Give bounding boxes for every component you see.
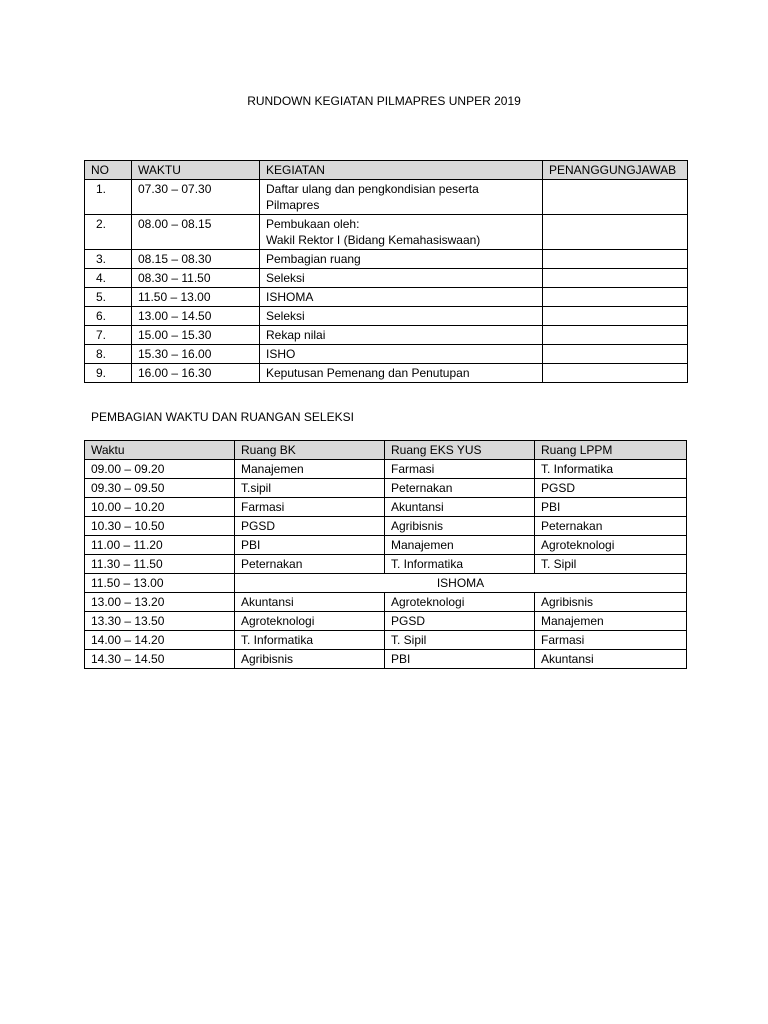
- table-row: [85, 498, 687, 517]
- cell-kegiatan: [260, 215, 543, 250]
- cell-waktu: 08.00 – 08.15: [132, 215, 260, 250]
- cell-kegiatan: [260, 326, 543, 345]
- cell-waktu: 10.30 – 10.50: [85, 517, 235, 536]
- table-row: [85, 631, 687, 650]
- cell-waktu: 13.00 – 13.20: [85, 593, 235, 612]
- cell-ruang-bk: T. Informatika: [235, 631, 385, 650]
- cell-kegiatan: [260, 180, 543, 215]
- cell-waktu: 13.00 – 14.50: [132, 307, 260, 326]
- schedule-table: [84, 440, 687, 669]
- cell-penanggungjawab: [543, 364, 688, 383]
- table-row: [85, 180, 688, 215]
- cell-waktu: 08.30 – 11.50: [132, 269, 260, 288]
- kegiatan-line: Keputusan Pemenang dan Penutupan: [266, 366, 470, 380]
- section-title: PEMBAGIAN WAKTU DAN RUANGAN SELEKSI: [91, 410, 354, 424]
- cell-ruang-eks-yus: PBI: [385, 650, 535, 669]
- cell-penanggungjawab: [543, 269, 688, 288]
- cell-penanggungjawab: [543, 288, 688, 307]
- cell-ruang-lppm: Manajemen: [535, 612, 687, 631]
- cell-ruang-lppm: Akuntansi: [535, 650, 687, 669]
- kegiatan-line: Wakil Rektor I (Bidang Kemahasiswaan): [266, 233, 481, 247]
- table-row: [85, 288, 688, 307]
- header-ruang-lppm: Ruang LPPM: [535, 441, 687, 460]
- cell-penanggungjawab: [543, 326, 688, 345]
- table-row: [85, 555, 687, 574]
- header-waktu: WAKTU: [132, 161, 260, 180]
- kegiatan-line: Pilmapres: [266, 198, 320, 212]
- cell-waktu: 11.00 – 11.20: [85, 536, 235, 555]
- cell-no: 3.: [85, 250, 132, 269]
- cell-ruang-eks-yus: PGSD: [385, 612, 535, 631]
- cell-waktu: 07.30 – 07.30: [132, 180, 260, 215]
- kegiatan-line: Seleksi: [266, 271, 305, 285]
- cell-waktu: 16.00 – 16.30: [132, 364, 260, 383]
- cell-kegiatan: [260, 364, 543, 383]
- schedule-header-row: [85, 441, 687, 460]
- cell-ruang-lppm: T. Sipil: [535, 555, 687, 574]
- cell-kegiatan: [260, 345, 543, 364]
- cell-ruang-eks-yus: Agribisnis: [385, 517, 535, 536]
- kegiatan-line: Pembukaan oleh:: [266, 217, 360, 231]
- table-row: [85, 517, 687, 536]
- cell-ruang-bk: Farmasi: [235, 498, 385, 517]
- header-ruang-bk: Ruang BK: [235, 441, 385, 460]
- cell-break: ISHOMA: [235, 574, 687, 593]
- page-title: RUNDOWN KEGIATAN PILMAPRES UNPER 2019: [247, 94, 521, 108]
- cell-waktu: 08.15 – 08.30: [132, 250, 260, 269]
- cell-ruang-lppm: Agribisnis: [535, 593, 687, 612]
- cell-kegiatan: [260, 288, 543, 307]
- cell-no: 9.: [85, 364, 132, 383]
- cell-ruang-bk: Agribisnis: [235, 650, 385, 669]
- header-penanggungjawab: PENANGGUNGJAWAB: [543, 161, 688, 180]
- cell-waktu: 14.30 – 14.50: [85, 650, 235, 669]
- kegiatan-line: ISHO: [266, 347, 296, 361]
- cell-ruang-lppm: PBI: [535, 498, 687, 517]
- table-row: [85, 326, 688, 345]
- cell-ruang-lppm: Peternakan: [535, 517, 687, 536]
- table-row: [85, 593, 687, 612]
- cell-kegiatan: [260, 269, 543, 288]
- cell-ruang-lppm: PGSD: [535, 479, 687, 498]
- cell-ruang-eks-yus: T. Informatika: [385, 555, 535, 574]
- cell-ruang-bk: PBI: [235, 536, 385, 555]
- table-row: [85, 536, 687, 555]
- cell-no: 7.: [85, 326, 132, 345]
- cell-ruang-bk: Akuntansi: [235, 593, 385, 612]
- cell-waktu: 11.30 – 11.50: [85, 555, 235, 574]
- cell-penanggungjawab: [543, 250, 688, 269]
- cell-no: 8.: [85, 345, 132, 364]
- cell-ruang-eks-yus: Manajemen: [385, 536, 535, 555]
- cell-waktu: 09.30 – 09.50: [85, 479, 235, 498]
- cell-no: 6.: [85, 307, 132, 326]
- table-row: [85, 307, 688, 326]
- table-row: [85, 460, 687, 479]
- table-row: [85, 479, 687, 498]
- cell-waktu: 11.50 – 13.00: [85, 574, 235, 593]
- table-row: [85, 612, 687, 631]
- cell-waktu: 10.00 – 10.20: [85, 498, 235, 517]
- table-row: [85, 250, 688, 269]
- cell-penanggungjawab: [543, 180, 688, 215]
- table-row: [85, 269, 688, 288]
- cell-waktu: 14.00 – 14.20: [85, 631, 235, 650]
- cell-kegiatan: [260, 250, 543, 269]
- cell-waktu: 11.50 – 13.00: [132, 288, 260, 307]
- cell-no: 4.: [85, 269, 132, 288]
- cell-ruang-eks-yus: T. Sipil: [385, 631, 535, 650]
- kegiatan-line: ISHOMA: [266, 290, 314, 304]
- cell-no: 5.: [85, 288, 132, 307]
- cell-penanggungjawab: [543, 215, 688, 250]
- cell-waktu: 15.00 – 15.30: [132, 326, 260, 345]
- table-row: [85, 364, 688, 383]
- cell-ruang-eks-yus: Farmasi: [385, 460, 535, 479]
- table-row: [85, 574, 687, 593]
- table-row: [85, 650, 687, 669]
- header-kegiatan: KEGIATAN: [260, 161, 543, 180]
- table-row: [85, 345, 688, 364]
- cell-ruang-lppm: Farmasi: [535, 631, 687, 650]
- table-row: [85, 215, 688, 250]
- header-no: NO: [85, 161, 132, 180]
- cell-ruang-lppm: T. Informatika: [535, 460, 687, 479]
- cell-ruang-eks-yus: Agroteknologi: [385, 593, 535, 612]
- cell-ruang-lppm: Agroteknologi: [535, 536, 687, 555]
- kegiatan-line: Pembagian ruang: [266, 252, 361, 266]
- cell-penanggungjawab: [543, 307, 688, 326]
- cell-ruang-eks-yus: Akuntansi: [385, 498, 535, 517]
- cell-ruang-bk: PGSD: [235, 517, 385, 536]
- header-waktu: Waktu: [85, 441, 235, 460]
- rundown-table: [84, 160, 688, 383]
- kegiatan-line: Seleksi: [266, 309, 305, 323]
- cell-ruang-bk: T.sipil: [235, 479, 385, 498]
- cell-ruang-bk: Agroteknologi: [235, 612, 385, 631]
- kegiatan-line: Rekap nilai: [266, 328, 326, 342]
- header-ruang-eks-yus: Ruang EKS YUS: [385, 441, 535, 460]
- cell-no: 2.: [85, 215, 132, 250]
- cell-penanggungjawab: [543, 345, 688, 364]
- cell-waktu: 09.00 – 09.20: [85, 460, 235, 479]
- cell-waktu: 15.30 – 16.00: [132, 345, 260, 364]
- cell-ruang-eks-yus: Peternakan: [385, 479, 535, 498]
- cell-ruang-bk: Peternakan: [235, 555, 385, 574]
- kegiatan-line: Daftar ulang dan pengkondisian peserta: [266, 182, 479, 196]
- cell-kegiatan: [260, 307, 543, 326]
- cell-ruang-bk: Manajemen: [235, 460, 385, 479]
- rundown-header-row: [85, 161, 688, 180]
- cell-waktu: 13.30 – 13.50: [85, 612, 235, 631]
- cell-no: 1.: [85, 180, 132, 215]
